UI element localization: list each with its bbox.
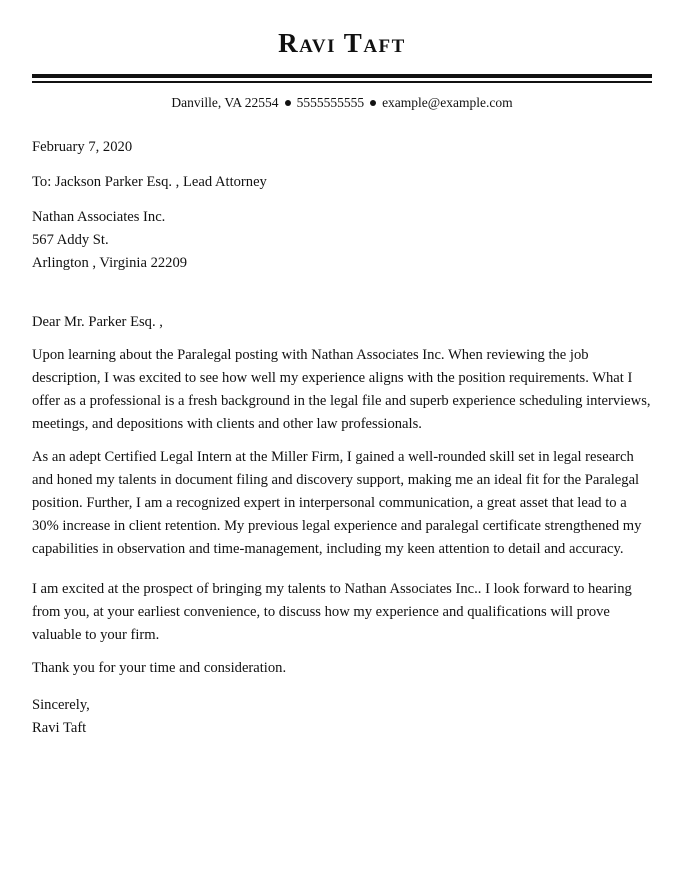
applicant-name: Ravi Taft (278, 28, 406, 58)
contact-line (0, 95, 684, 111)
letter-signature: Ravi Taft (32, 720, 87, 736)
letter-closing: Sincerely, (32, 697, 90, 713)
letter-recipient: To: Jackson Parker Esq. , Lead Attorney (32, 174, 267, 190)
recipient-company: Nathan Associates Inc. (32, 209, 166, 225)
bullet-icon (285, 100, 291, 106)
bullet-icon (370, 100, 376, 106)
header-rule-thick (32, 74, 652, 78)
contact-phone: 5555555555 (296, 95, 365, 110)
body-paragraph-2: As an adept Certified Legal Intern at the Miller Firm, I gained a well-rounded skill set in legal research and honed my talents in document filing and discovery support, making me an ideal fit for the Paralegal position. Further, I am a recognized expert in interpersonal communication, a great asset that lead to a 30% increase in client retention. My previous legal experience and paralegal certificate strengthened my capabilities in observation and time-management, including my keen attention to detail and accuracy. (32, 449, 642, 557)
contact-email: example@example.com (382, 95, 513, 110)
body-paragraph-1: Upon learning about the Paralegal posting with Nathan Associates Inc. When reviewing the job description, I was excited to see how well my experience aligns with the position requirements. What I offer as a professional is a fresh background in the legal file and superb experience scheduling interviews, meetings, and depositions with clients and other law professionals. (32, 347, 651, 432)
letter-date: February 7, 2020 (32, 139, 133, 155)
contact-city: Danville, VA 22554 (171, 95, 279, 110)
letter-salutation: Dear Mr. Parker Esq. , (32, 314, 163, 330)
recipient-street: 567 Addy St. (32, 232, 109, 248)
letter-body (32, 136, 652, 740)
header-rule-thin (32, 81, 652, 83)
recipient-city-state: Arlington , Virginia 22209 (32, 255, 188, 271)
body-paragraph-4: Thank you for your time and consideration. (32, 660, 287, 676)
body-paragraph-3: I am excited at the prospect of bringing my talents to Nathan Associates Inc.. I look forward to hearing from you, at your earliest convenience, to discuss how my experience and qualifications will prove valuable to your firm. (32, 581, 632, 643)
